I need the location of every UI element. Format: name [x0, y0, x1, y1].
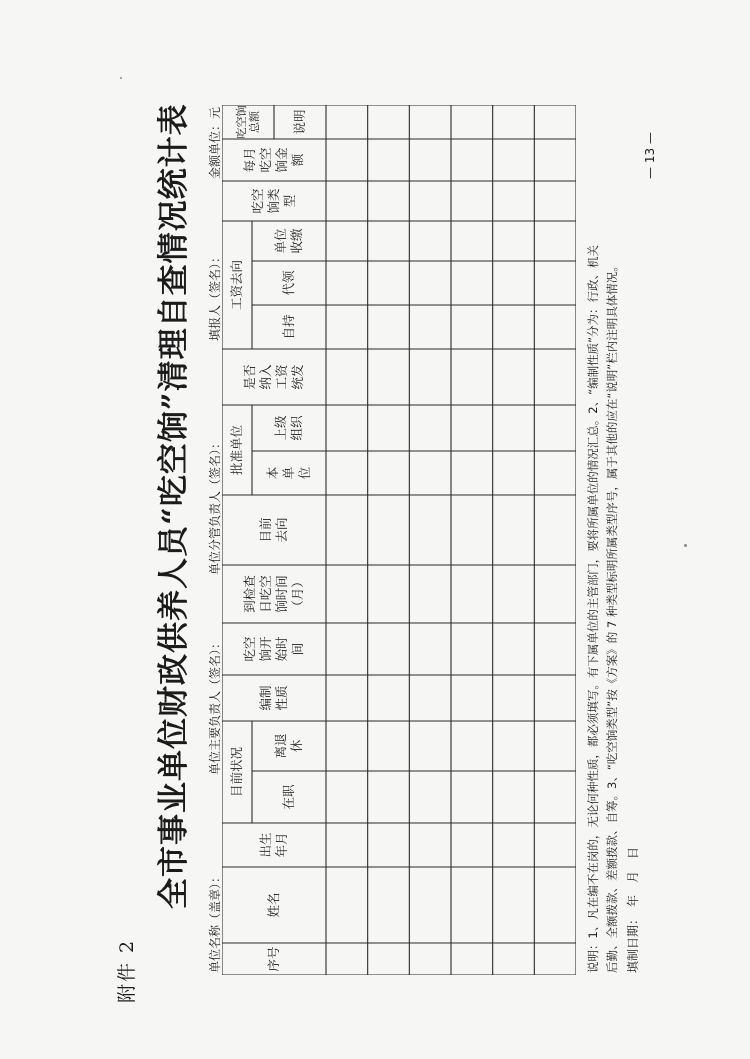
- header-monthly-amount: 每月吃空饷金额: [242, 147, 305, 173]
- header-superior: 上级组织: [273, 415, 304, 441]
- header-name: 姓名: [266, 892, 281, 918]
- header-in-payroll: 是否纳入工资统发: [242, 364, 305, 390]
- sub-leader-signature-field: 单位分管负责人（签名）：: [208, 436, 222, 575]
- amount-unit-label: 金额单位：元: [208, 106, 222, 179]
- scan-speck: [120, 77, 122, 79]
- attachment-label: 附件 2: [116, 938, 138, 1003]
- header-staffing: 编制性质: [258, 685, 289, 711]
- page-number: — 13 —: [643, 132, 657, 179]
- fill-date: 填制日期： 年 月 日: [626, 846, 640, 973]
- header-in-service: 在职: [281, 784, 296, 810]
- header-proxy: 代领: [281, 270, 296, 296]
- header-status-group: 目前状况: [229, 747, 244, 798]
- header-type: 吃空饷类型: [250, 188, 297, 214]
- header-unit-collect: 单位收缴: [273, 228, 304, 254]
- header-seq: 序号: [266, 946, 281, 972]
- notes-line-2: 后勤、全额拨款、差额拨款、自筹。3、“吃空饷类型”按《方案》的 7 种类型标明所属类型序号，属于其他的应在“说明”栏内注明具体情况。: [605, 260, 619, 973]
- header-approve-group: 批准单位: [229, 425, 244, 476]
- header-salary-group: 工资去向: [229, 260, 244, 311]
- unit-name-field: 单位名称（盖章）：: [208, 870, 222, 973]
- header-total-amount: 吃空饷总额: [235, 105, 261, 139]
- header-retired: 离退休: [273, 733, 304, 759]
- header-remark: 说明: [292, 109, 307, 135]
- header-start-time: 吃空饷开始时间: [242, 636, 305, 662]
- page-title: 全市事业单位财政供养人员“吃空饷”清理自查情况统计表: [156, 103, 192, 909]
- header-birth: 出生年月: [258, 832, 289, 858]
- main-leader-signature-field: 单位主要负责人（签名）：: [208, 636, 222, 775]
- statistics-table: [222, 105, 576, 975]
- filler-signature-field: 填报人（签名）：: [208, 250, 222, 341]
- scan-speck: [684, 544, 687, 547]
- header-self-hold: 自持: [281, 314, 296, 340]
- notes: [584, 93, 622, 973]
- notes-line-1: 说明：1、凡在编不在岗的，无论何种性质，都必须填写。有下属单位的主管部门，要将所属单位的情况汇总。2、“编制性质”分为：行政、机关: [586, 244, 600, 973]
- header-current-whereabouts: 目前去向: [258, 517, 289, 543]
- header-own-unit: 本单位: [265, 466, 312, 480]
- header-duration: 到检查日吃空饷时间（月）: [242, 575, 305, 613]
